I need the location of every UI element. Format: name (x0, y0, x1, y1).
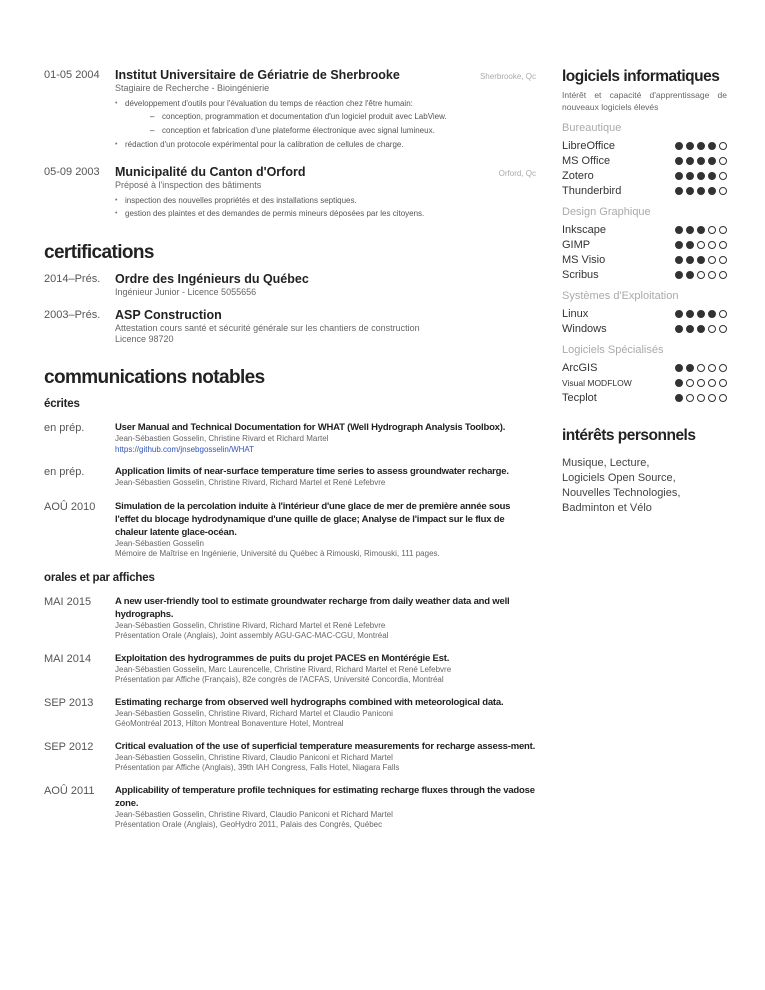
rating-dot-filled (675, 187, 683, 195)
certification-entry (44, 272, 536, 298)
publication-entry (44, 421, 536, 455)
rating-dot-filled (697, 310, 705, 318)
skill-category-title: Logiciels Spécialisés (562, 344, 664, 356)
rating-dot-filled (675, 271, 683, 279)
rating-dot-filled (686, 172, 694, 180)
rating-dot-empty (697, 271, 705, 279)
entry-date: AOÛ 2010 (44, 500, 96, 513)
rating-dot-filled (675, 325, 683, 333)
rating-dot-filled (708, 157, 716, 165)
skill-rating (675, 271, 727, 279)
entry-date: 01-05 2004 (44, 69, 100, 81)
presentation-authors: Jean-Sébastien Gosselin, Christine Rivard, Richard Martel et Claudio Paniconi (115, 708, 393, 718)
presentation-title: Critical evaluation of the use of superficial temperature measurements for recharge assess-ment. (115, 740, 536, 752)
rating-dot-filled (708, 187, 716, 195)
entry-date: SEP 2013 (44, 696, 94, 709)
software-intro: Intérêt et capacité d'apprentissage de nouveaux logiciels élevés (562, 90, 727, 112)
presentation-entry (44, 652, 536, 686)
interests-line: Logiciels Open Source, (562, 472, 676, 484)
presentation-venue: Présentation Orale (Anglais), GeoHydro 2011, Palais des Congrès, Québec (115, 820, 383, 829)
rating-dot-filled (697, 172, 705, 180)
entry-title: ASP Construction (115, 308, 222, 322)
rating-dot-empty (708, 241, 716, 249)
entry-date: 2014–Prés. (44, 273, 101, 285)
skill-name: LibreOffice (562, 139, 615, 152)
skill-row (562, 222, 727, 237)
rating-dot-filled (686, 364, 694, 372)
rating-dot-empty (708, 256, 716, 264)
rating-dot-empty (708, 271, 716, 279)
skill-row (562, 168, 727, 183)
software-heading: logiciels informatiques (562, 68, 720, 85)
rating-dot-filled (697, 325, 705, 333)
rating-dot-filled (708, 310, 716, 318)
entry-date: en prép. (44, 422, 85, 434)
skill-category (562, 290, 727, 336)
experience-entry (44, 68, 536, 151)
entry-location: Sherbrooke, Qc (479, 72, 536, 81)
skill-category (562, 344, 727, 405)
bullet-item (115, 97, 536, 138)
rating-dot-filled (686, 256, 694, 264)
presentation-title: Applicability of temperature profile techniques for estimating recharge fluxes through the vadose zone. (115, 784, 535, 809)
skill-category-title: Systèmes d'Exploitation (562, 290, 679, 302)
rating-dot-filled (697, 256, 705, 264)
certifications-heading: certifications (44, 242, 154, 263)
rating-dot-filled (675, 241, 683, 249)
skill-rating (675, 364, 727, 372)
rating-dot-empty (697, 364, 705, 372)
rating-dot-filled (686, 271, 694, 279)
skill-categories (562, 122, 727, 405)
entry-date: 05-09 2003 (44, 166, 100, 178)
rating-dot-filled (708, 142, 716, 150)
rating-dot-filled (675, 364, 683, 372)
skill-rating (675, 256, 727, 264)
sub-bullet-item: – conception, programmation et documentation d'un logiciel produit avec LabView. (125, 110, 536, 124)
interests-line: Badminton et Vélo (562, 502, 652, 514)
skill-rating (675, 394, 727, 402)
rating-dot-empty (719, 379, 727, 387)
written-subheading: écrites (44, 398, 80, 410)
interests-list (562, 456, 727, 516)
skill-name: Zotero (562, 169, 594, 182)
rating-dot-empty (686, 379, 694, 387)
rating-dot-filled (675, 310, 683, 318)
skill-rating (675, 325, 727, 333)
skill-name: Inkscape (562, 223, 607, 236)
presentation-venue: Présentation Orale (Anglais), Joint assembly AGU-GAC-MAC-CGU, Montréal (115, 631, 389, 640)
rating-dot-empty (719, 364, 727, 372)
rating-dot-filled (675, 172, 683, 180)
presentation-authors: Jean-Sébastien Gosselin, Christine Rivard, Claudio Paniconi et Richard Martel (115, 752, 393, 762)
rating-dot-filled (686, 241, 694, 249)
skill-category (562, 122, 727, 198)
presentation-entry (44, 696, 536, 730)
rating-dot-filled (686, 325, 694, 333)
rating-dot-empty (686, 394, 694, 402)
skill-rating (675, 226, 727, 234)
rating-dot-filled (686, 226, 694, 234)
sub-bullet-item: – conception et fabrication d'une plateforme électronique avec signal lumineux. (125, 124, 536, 138)
rating-dot-filled (686, 187, 694, 195)
entry-location: Orford, Qc (498, 169, 536, 178)
entry-title: Municipalité du Canton d'Orford (115, 165, 306, 179)
rating-dot-filled (675, 157, 683, 165)
publication-authors: Jean-Sébastien Gosselin, Christine Rivard, Richard Martel et René Lefebvre (115, 478, 386, 487)
skill-row (562, 321, 727, 336)
skill-name: Visual MODFLOW (562, 377, 632, 388)
experience-entry (44, 165, 536, 220)
entry-date: 2003–Prés. (44, 309, 101, 321)
skill-row (562, 360, 727, 375)
publication-entry (44, 465, 536, 489)
publication-venue: Mémoire de Maîtrise en Ingénierie, Université du Québec à Rimouski, Rimouski, 111 pages. (115, 549, 440, 558)
entry-title: Institut Universitaire de Gériatrie de Sherbrooke (115, 68, 400, 82)
skill-rating (675, 379, 727, 387)
entry-date: SEP 2012 (44, 740, 94, 753)
presentation-venue: GéoMontréal 2013, Hilton Montreal Bonaventure Hotel, Montreal (115, 719, 344, 728)
rating-dot-empty (719, 142, 727, 150)
skill-rating (675, 241, 727, 249)
communications-heading: communications notables (44, 367, 265, 388)
rating-dot-empty (719, 325, 727, 333)
publication-title: Simulation de la percolation induite à l'intérieur d'une glace de mer de première année sous l'effet du blocage hydrodynamique d'une quille de glace; Analyse de l'impact sur le flux de chaleur latente glace-océan. (115, 500, 511, 538)
presentation-authors: Jean-Sébastien Gosselin, Marc Laurencelle, Christine Rivard, Richard Martel et René Lefebvre (115, 664, 452, 674)
skill-rating (675, 157, 727, 165)
skill-name: Windows (562, 322, 607, 335)
rating-dot-empty (697, 241, 705, 249)
entry-date: AOÛ 2011 (44, 784, 95, 797)
skill-row (562, 267, 727, 282)
rating-dot-empty (697, 394, 705, 402)
publication-title: User Manual and Technical Documentation for WHAT (Well Hydrograph Analysis Toolbox). (115, 422, 506, 433)
skill-name: GIMP (562, 238, 591, 251)
skill-name: ArcGIS (562, 361, 598, 374)
skill-row (562, 153, 727, 168)
presentation-title: Exploitation des hydrogrammes de puits du projet PACES en Montérégie Est. (115, 652, 450, 664)
rating-dot-empty (697, 379, 705, 387)
rating-dot-filled (697, 226, 705, 234)
presentation-venue: Présentation par Affiche (Français), 82e congrès de l'ACFAS, Université Concordia, Montréal (115, 675, 444, 684)
presentation-entry (44, 595, 536, 642)
publication-title: Application limits of near-surface temperature time series to assess groundwater recharge. (115, 466, 509, 477)
rating-dot-empty (708, 379, 716, 387)
skill-name: MS Visio (562, 253, 606, 266)
rating-dot-filled (708, 172, 716, 180)
presentation-authors: Jean-Sébastien Gosselin, Christine Rivard, Claudio Paniconi et Richard Martel (115, 809, 393, 819)
sidebar (562, 68, 727, 516)
entry-date: MAI 2015 (44, 595, 92, 608)
bullet-item: • rédaction d'un protocole expérimental pour la calibration de cellules de charge. (115, 138, 536, 151)
skill-name: Thunderbird (562, 184, 622, 197)
skill-rating (675, 310, 727, 318)
skill-row (562, 390, 727, 405)
publication-entry (44, 500, 536, 560)
bullet-item: • inspection des nouvelles propriétés et des installations septiques. (115, 194, 536, 207)
rating-dot-filled (697, 142, 705, 150)
rating-dot-empty (708, 325, 716, 333)
rating-dot-empty (719, 187, 727, 195)
entry-role: Stagiaire de Recherche - Bioingénierie (115, 83, 270, 93)
rating-dot-empty (719, 157, 727, 165)
oral-subheading: orales et par affiches (44, 571, 155, 584)
rating-dot-empty (719, 172, 727, 180)
presentation-title: A new user-friendly tool to estimate groundwater recharge from daily weather data and well hydrographs. (115, 595, 510, 620)
rating-dot-filled (697, 187, 705, 195)
skill-name: Tecplot (562, 391, 597, 404)
presentation-title: Estimating recharge from observed well hydrographs combined with meteorological data. (115, 696, 504, 708)
rating-dot-empty (708, 364, 716, 372)
skill-rating (675, 142, 727, 150)
entry-detail: Attestation cours santé et sécurité générale sur les chantiers de construction (115, 323, 420, 333)
skill-row (562, 375, 727, 390)
skill-row (562, 252, 727, 267)
skill-rating (675, 172, 727, 180)
entry-date: MAI 2014 (44, 652, 92, 665)
entry-detail: Ingénieur Junior - Licence 5055656 (115, 287, 257, 297)
rating-dot-filled (675, 226, 683, 234)
rating-dot-empty (708, 226, 716, 234)
publication-authors: Jean-Sébastien Gosselin, Christine Rivard et Richard Martel (115, 434, 329, 443)
rating-dot-filled (686, 310, 694, 318)
rating-dot-empty (719, 394, 727, 402)
entry-detail: Licence 98720 (115, 334, 174, 344)
rating-dot-empty (719, 241, 727, 249)
skill-row (562, 306, 727, 321)
presentation-authors: Jean-Sébastien Gosselin, Christine Rivard, Richard Martel et René Lefebvre (115, 620, 386, 630)
interests-heading: intérêts personnels (562, 427, 696, 444)
entry-date: en prép. (44, 466, 85, 478)
presentation-entry (44, 740, 536, 774)
skill-category (562, 206, 727, 282)
skill-row (562, 138, 727, 153)
skill-row (562, 237, 727, 252)
skill-row (562, 183, 727, 198)
skill-rating (675, 187, 727, 195)
rating-dot-filled (675, 394, 683, 402)
rating-dot-empty (719, 310, 727, 318)
certification-entry (44, 308, 536, 345)
interests-line: Musique, Lecture, (562, 457, 650, 469)
rating-dot-empty (708, 394, 716, 402)
interests-line: Nouvelles Technologies, (562, 487, 681, 499)
skill-category-title: Design Graphique (562, 206, 651, 218)
skill-category-title: Bureautique (562, 122, 622, 134)
skill-name: Linux (562, 307, 589, 320)
rating-dot-empty (719, 271, 727, 279)
bullet-text: développement d'outils pour l'évaluation du temps de réaction chez l'être humain: (125, 99, 413, 108)
rating-dot-filled (686, 157, 694, 165)
rating-dot-filled (697, 157, 705, 165)
skill-name: Scribus (562, 268, 599, 281)
entry-role: Préposé à l'inspection des bâtiments (115, 180, 262, 190)
publication-link[interactable]: https://github.com/jnsebgosselin/WHAT (115, 444, 255, 454)
bullet-item: • gestion des plaintes et des demandes de permis mineurs déposées par les citoyens. (115, 207, 536, 220)
rating-dot-filled (675, 256, 683, 264)
rating-dot-empty (719, 226, 727, 234)
publication-authors: Jean-Sébastien Gosselin (115, 538, 204, 548)
rating-dot-filled (675, 142, 683, 150)
rating-dot-filled (686, 142, 694, 150)
skill-name: MS Office (562, 154, 611, 167)
rating-dot-filled (675, 379, 683, 387)
rating-dot-empty (719, 256, 727, 264)
entry-title: Ordre des Ingénieurs du Québec (115, 272, 309, 286)
presentation-entry (44, 784, 536, 831)
main-column (44, 68, 536, 831)
presentation-venue: Présentation par Affiche (Anglais), 39th IAH Congress, Falls Hotel, Niagara Falls (115, 763, 400, 772)
